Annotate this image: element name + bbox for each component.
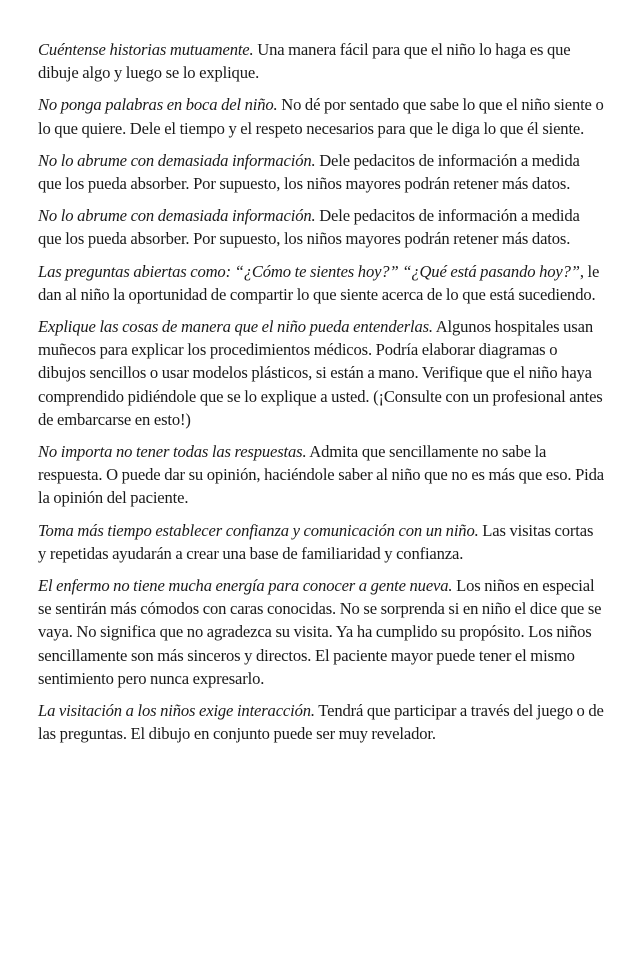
paragraph-body: No dé por sentado que sabe lo que el niño siente o lo que quiere. Dele el tiempo y el respeto necesarios para que le diga lo que él siente. [38,95,604,138]
paragraph-lead: La visitación a los niños exige interacción. [38,701,315,721]
paragraph-2 [38,93,604,139]
document-page [38,38,604,754]
paragraph-body: Admita que sencillamente no sabe la respuesta. O puede dar su opinión, haciéndole saber al niño que no es más que eso. Pida la opinión del paciente. [38,442,605,508]
paragraph-body: Los niños en especial se sentirán más cómodos con caras conocidas. No se sorprenda si en niño el dice que se vaya. No significa que no agradezca su visita. Ya ha cumplido su propósito. Los niños sencillamente son más sinceros y directos. El paciente mayor puede tener el mismo sentimiento pero nunca expresarlo. [38,576,602,688]
paragraph-9 [38,574,604,690]
paragraph-lead: No ponga palabras en boca del niño. [38,95,278,115]
paragraph-4 [38,204,604,250]
paragraph-lead: No lo abrume con demasiada información. [38,150,316,170]
paragraph-body: Una manera fácil para que el niño lo haga es que dibuje algo y luego se lo explique. [38,40,571,83]
paragraph-lead: Toma más tiempo establecer confianza y comunicación con un niño. [38,520,479,540]
paragraph-body: Tendrá que participar a través del juego o de las preguntas. El dibujo en conjunto puede ser muy revelador. [38,701,604,744]
paragraph-8 [38,519,604,565]
paragraph-3 [38,149,604,195]
paragraph-lead: Las preguntas abiertas como: “¿Cómo te sientes hoy?” “¿Qué está pasando hoy?” [38,261,580,281]
paragraph-7 [38,440,604,510]
paragraph-body: Dele pedacitos de información a medida que los pueda absorber. Por supuesto, los niños mayores podrán retener más datos. [38,150,580,194]
paragraph-lead: No importa no tener todas las respuestas. [38,442,307,462]
paragraph-body: Algunos hospitales usan muñecos para explicar los procedimientos médicos. Podría elaborar diagramas o dibujos sencillos o usar modelos plásticos, si están a mano. Verifique que el niño haya comprendido pidiéndole que se lo explique a usted. (¡Consulte con un profesional antes de embarcarse en esto!) [38,317,603,429]
paragraph-lead: No lo abrume con demasiada información. [38,206,316,226]
paragraph-5 [38,260,604,306]
paragraph-body: , le dan al niño la oportunidad de compartir lo que siente acerca de lo que está sucediendo. [38,261,600,304]
paragraph-lead: El enfermo no tiene mucha energía para conocer a gente nueva. [38,576,453,596]
paragraph-6 [38,315,604,431]
paragraph-10 [38,699,604,745]
paragraph-1 [38,38,604,84]
paragraph-body: Dele pedacitos de información a medida que los pueda absorber. Por supuesto, los niños mayores podrán retener más datos. [38,206,580,249]
paragraph-lead: Cuéntense historias mutuamente. [38,40,254,59]
paragraph-lead: Explique las cosas de manera que el niño pueda entenderlas. [38,317,433,337]
paragraph-body: Las visitas cortas y repetidas ayudarán a crear una base de familiaridad y confianza. [38,520,594,563]
